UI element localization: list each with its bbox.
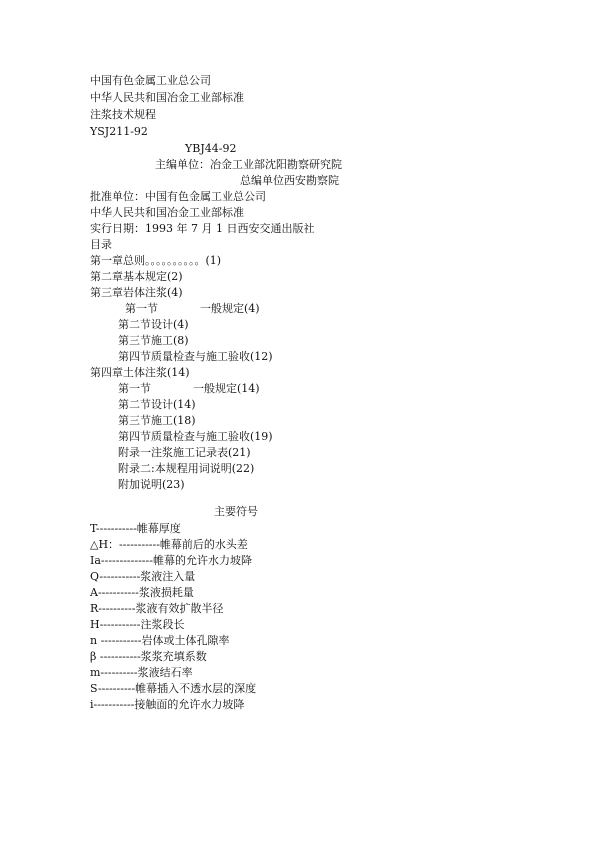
chief-editor-line: 总编单位西安勘察院 [240, 174, 339, 187]
toc-item: 附录一注浆施工记录表(21) [118, 446, 251, 459]
toc-item: 附加说明(23) [118, 478, 185, 491]
toc-item: 第三章岩体注浆(4) [90, 286, 183, 299]
toc-item: 第二节设计(14) [118, 398, 196, 411]
symbol-item: T-----------帷幕厚度 [90, 522, 181, 535]
toc-item: 附录二:本规程用词说明(22) [118, 462, 255, 475]
toc-item: 第四节质量检查与施工验收(19) [118, 430, 273, 443]
toc-heading: 目录 [90, 238, 112, 251]
org-line: 中国有色金属工业总公司 [90, 74, 211, 87]
symbol-item: H-----------注浆段长 [90, 618, 185, 631]
toc-item: 第一章总则。。。。。。。。。。(1) [90, 254, 222, 267]
effective-date-line: 实行日期：1993 年 7 月 1 日西安交通出版社 [90, 222, 315, 235]
editor-line: 主编单位：冶金工业部沈阳勘察研究院 [155, 158, 342, 171]
symbol-item: m----------浆液结石率 [90, 666, 193, 679]
symbol-item: R----------浆液有效扩散半径 [90, 602, 224, 615]
symbol-item: Q-----------浆液注入量 [90, 570, 196, 583]
toc-item: 第三节施工(18) [118, 414, 196, 427]
ministry-line: 中华人民共和国冶金工业部标准 [90, 91, 244, 104]
approver-line: 批准单位：中国有色金属工业总公司 [90, 190, 266, 203]
toc-item: 第二节设计(4) [118, 318, 189, 331]
toc-item: 第四章土体注浆(14) [90, 366, 190, 379]
symbol-item: △H：-----------帷幕前后的水头差 [90, 538, 248, 551]
toc-item: 第四节质量检查与施工验收(12) [118, 350, 273, 363]
symbol-item: i-----------接触面的允许水力坡降 [90, 698, 245, 711]
code-ybj: YBJ44-92 [185, 142, 237, 155]
symbol-item: Ia--------------帷幕的允许水力坡降 [90, 554, 252, 567]
toc-item: 第二章基本规定(2) [90, 270, 183, 283]
symbol-item: n -----------岩体或土体孔隙率 [90, 634, 230, 647]
toc-item: 第一节 一般规定(14) [118, 382, 260, 395]
symbol-item: β -----------浆浆充填系数 [90, 650, 207, 663]
approver2-line: 中华人民共和国冶金工业部标准 [90, 206, 244, 219]
symbol-item: S----------帷幕插入不透水层的深度 [90, 682, 257, 695]
symbol-item: A-----------浆液损耗量 [90, 586, 194, 599]
toc-item: 第三节施工(8) [118, 334, 189, 347]
code-ysj: YSJ211-92 [90, 125, 148, 138]
document-title: 注浆技术规程 [90, 108, 156, 121]
symbols-heading: 主要符号 [214, 505, 258, 518]
toc-item: 第一节 一般规定(4) [125, 302, 260, 315]
